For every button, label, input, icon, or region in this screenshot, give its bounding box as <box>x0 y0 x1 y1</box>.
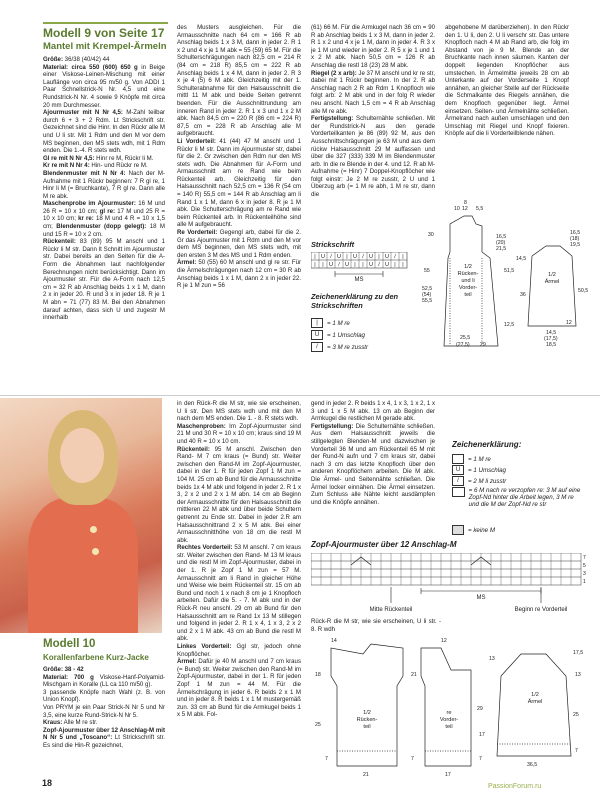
svg-text:7: 7 <box>575 748 578 754</box>
svg-text:/: / <box>394 254 396 260</box>
paragraph: Rechtes Vorderteil: 53 M anschl. 7 cm kraus str. Weiter zwischen den Rand- M 13 M kraus und die restl M im Zopf-Ajourmuster, dabei in der 1. R je Zopf 1 M zun = 57 M. Armausschnitt am li Rand in gleicher Höhe und Weise wie beim Rückenteil str. 15 cm ab Bund und noch 1 x nach 8 cm je 1 Knopfloch arbeiten. Dafür die 5. - 7. M abk und in der Rück-R neu anschl. 29 cm ab Bund für den Halsausschnitt am re Rand 1x 13 M stillegen und folgend in jeder 2. R 1 x 4, 1 x 3, 2 x 2 und 2 x 1 M abk. 43 cm ab Bund die restl M abk. <box>177 544 301 643</box>
svg-text:U: U <box>329 262 333 268</box>
model-9-text-column-4 <box>445 24 569 199</box>
svg-text:21: 21 <box>411 672 417 678</box>
svg-text:|: | <box>378 254 380 260</box>
zopf-chart-title: Zopf-Ajourmuster über 12 Anschlag-M <box>311 540 457 549</box>
paragraph: Fertigstellung: Die Schulternähte schließen. Aus dem Halsausschnitt jeweils die stillgelegten Blenden-M und dazwischen je Vorderteil 36 M und am Rückenteil 65 M mit der Rund-N aufn und 7 cm kraus str, dabei nach 3 cm das letzte Knopfloch über den anderen Knopflöchern arbeiten. Die M abk. Die Ärmel- und Seitennähte schließen. Die Ärmel locker einnähen. Die Ärmel einsetzen. Zum Schluss alle Nähte leicht ausdämpfen und die Knöpfe annähen. <box>311 422 435 506</box>
paragraph: (61) 66 M. Für die Armkugel nach 36 cm = 90 R ab Anschlag beids 1 x 3 M, dann in jeder 2. R 1 x 2 und 4 x je 1 M, dann in jeder 4. R 3 x je 1 M und wieder in jeder 2. R 5 x je 1 und 1 x 2 M abk. Nach 50,5 cm = 126 R ab Anschlag die restl 18 (23) 28 M abk. <box>311 24 435 69</box>
model-9-text-column-1 <box>43 56 165 394</box>
svg-text:21: 21 <box>363 772 369 778</box>
paragraph: Ärmel: 50 (55) 60 M anschl und gl re str. Für die Ärmelschrägungen nach 12 cm = 30 R ab Anschlag beids 1 x 1 M, dann 2 x in jeder 22. R je 1 M zun = 56 <box>177 259 301 290</box>
svg-text:/: / <box>378 262 380 268</box>
svg-text:U: U <box>385 262 389 268</box>
schematic-dim: 14,5 <box>516 256 527 262</box>
svg-text:U: U <box>345 262 349 268</box>
schematic-dim: 25,5 <box>460 335 471 341</box>
schematic-dim: (27,5) <box>456 342 470 348</box>
jacket-button <box>90 526 97 533</box>
paragraph: Gl re mit N Nr 4,5: Hinr re M, Rückr li M. <box>43 154 154 162</box>
back-piece-label-5: teil <box>464 292 472 298</box>
legend-row-1: | = 1 M re <box>311 318 350 328</box>
paragraph: Von PRYM je ein Paar Strick-N Nr 5 und Nr 3,5, eine kurze Rund-Strick-N Nr 5. <box>43 703 165 719</box>
back-piece-label-3: und li <box>461 278 475 284</box>
face-shape <box>60 428 104 483</box>
svg-text:U: U <box>353 254 357 260</box>
legend-row-3: / = 3 M re zusstr <box>311 342 368 352</box>
svg-text:|: | <box>346 254 348 260</box>
jacket-button <box>92 548 99 555</box>
paragraph: Maschenprobe im Ajourmuster: 16 M und 26 R = 10 x 10 cm; gl re: 17 M und 25 R = 10 x 10 cm; kr re: 18 M und 4 R = 10 x 1,5 cm; Blendenmuster (dopp gelegt): 18 M und 15 R = 10 x 2 cm. <box>43 200 165 238</box>
svg-text:|: | <box>402 254 404 260</box>
model-10-title: Modell 10 <box>43 638 96 650</box>
schematic-dim: 16,5 <box>496 234 507 240</box>
svg-text:1/2: 1/2 <box>531 692 539 698</box>
svg-text:1: 1 <box>583 579 586 585</box>
svg-text:Rücken-: Rücken- <box>356 717 378 723</box>
svg-text:7: 7 <box>583 555 586 561</box>
svg-text:17: 17 <box>479 732 485 738</box>
back-piece-label-2: Rücken- <box>457 271 479 277</box>
page-number: 18 <box>42 778 53 788</box>
model-9-text-column-3 <box>311 24 435 238</box>
schematic-dim: (18) <box>570 236 580 242</box>
strickschrift-chart <box>311 252 421 282</box>
paragraph: gend in jeder 2. R beids 1 x 4, 1 x 3, 1 x 2, 1 x 3 und 1 x 5 M abk. 13 cm ab Beginn der Armkugel die restlichen M gerade abk. <box>311 400 435 423</box>
schematic-dim: (20) <box>496 240 506 246</box>
svg-text:|: | <box>314 254 316 260</box>
schematic-dim: 12 <box>566 320 572 326</box>
model-10-text-column-1 <box>43 666 165 776</box>
svg-text:|: | <box>362 262 364 268</box>
svg-text:U: U <box>321 254 325 260</box>
schematic-dim: 16,5 <box>570 230 581 236</box>
svg-text:U: U <box>369 262 373 268</box>
zopf-left-label: Mitte Rückenteil <box>369 607 413 613</box>
svg-text:|: | <box>354 262 356 268</box>
schematic-dim: 36 <box>520 292 526 298</box>
paragraph: Riegel (2 x arb): Je 37 M anschl und kr re str, dabei mit 1 Rückr beginnen. In der 2. R ab Anschlag nach 2 R ab Rdm 1 Knopfloch wie folgt arb: 2 M abk und in der folg R wieder neu anschl. Nach 1,5 cm = 4 R ab Anschlag alle M re abk. <box>311 69 435 115</box>
svg-text:25: 25 <box>573 712 579 718</box>
svg-text:36,5: 36,5 <box>527 762 538 768</box>
svg-text:|: | <box>314 262 316 268</box>
model-10-photo <box>0 398 162 633</box>
model-10-text-column-2 <box>177 400 301 788</box>
zopf-right-label: Beginn re Vorderteil <box>514 607 568 613</box>
model-9-subtitle: Mantel mit Krempel-Ärmeln <box>43 41 167 52</box>
schematic-dim: 50,5 <box>578 288 589 294</box>
svg-text:25: 25 <box>315 722 321 728</box>
schematic-dim: 55,5 <box>422 298 433 304</box>
schematic-dim: 52,5 <box>422 286 433 292</box>
svg-text:29: 29 <box>477 706 483 712</box>
svg-text:|: | <box>322 262 324 268</box>
paragraph: Material: 700 g Viskose-Hanf-Polyamid-Mischgarn in Koralle (LL ca 110 m/50 g). <box>43 673 165 689</box>
paragraph: des Musters ausgleichen. Für die Armausschnitte nach 64 cm = 166 R ab Anschlag beids 1 x 3 M, dann in jeder 2. R 1 x 2 und 4 x je 1 M abk = 55 (59) 65 M. Für die Schulterschrägungen nach 82,5 cm = 214 R (84 cm = 218 R) 85,5 cm = 222 R ab Anschlag beids 1 x 4 M, dann in jeder 2. R 3 x je 4 (5) 6 M abk. Gleichzeitig mit der 1. Schulterabnahme für den Halsausschnitt die mittl 11 M abk und beide Seiten getrennt beenden. Für die Ausschnittrundung am inneren Rand in jeder 2. R 1 x 3 und 1 x 2 M abk. Nach 84,5 cm = 220 R (86 cm = 224 R) 87,5 cm = 228 R ab Anschlag alle M aufgebraucht. <box>177 24 301 138</box>
schematic-dim: 30 <box>428 232 434 238</box>
legend-row-2: U = 1 Umschlag <box>311 330 365 340</box>
schematic-dim: 14,5 <box>546 330 557 336</box>
knit-symbol: | <box>311 318 323 328</box>
zopf-chart <box>311 553 591 615</box>
legend-2-row-3: / = 2 M li zusstr <box>452 476 506 486</box>
paragraph: Li Vorderteil: 41 (44) 47 M anschl und 1 Rückr li M str. Dann im Ajourmuster str, dabei für die 2. Gr zwischen den Rdm nur den MS stets wdh. Die Abnahmen für A-Form und Armausschnitt am re Rand wie beim Rückenteil arb. Gleichzeitig für den Halsausschnitt nach 52,5 cm = 136 R (54 cm = 140 R) 55,5 cm = 144 R ab Anschlag am li Rand 1 x 1 M, dann 6 x in jeder 8. R je 1 M abk. Die Schulterschrägung am re Rand wie beim Rückenteil arb. In Rückenteilhöhe sind alle M aufgebraucht. <box>177 137 301 229</box>
svg-text:U: U <box>337 254 341 260</box>
zopf-ms-label: MS <box>476 595 486 601</box>
paragraph: 3 passende Knöpfe nach Wahl (z. B. von Union Knopf). <box>43 688 165 704</box>
schematic-dim: (17,5) <box>544 336 558 342</box>
paragraph: Maschenproben: Im Zopf-Ajourmuster sind 21 M und 30 R = 10 x 10 cm; kraus sind 19 M und 40 R = 10 x 10 cm. <box>177 422 301 445</box>
paragraph: Re Vorderteil: Gegengl arb, dabei für die 2. Gr das Ajourmuster mit 1 Rdm und den M vor dem MS beginnen, den MS stets wdh, mit den ersten 3 M des MS und 1 Rdm enden. <box>177 229 301 259</box>
paragraph: Kr re mit N Nr 4: Hin- und Rückr re M. <box>43 162 148 170</box>
svg-text:teil: teil <box>445 724 453 730</box>
legend-2-row-5: = keine M <box>452 525 495 535</box>
jacket-schematic <box>311 636 596 781</box>
coral-jacket-shape <box>28 498 138 633</box>
svg-text:teil: teil <box>363 724 371 730</box>
svg-text:Vorder-: Vorder- <box>439 717 459 723</box>
svg-text:re: re <box>446 710 452 716</box>
schematic-dim: 5,5 <box>476 206 484 212</box>
strickschrift-ms-label: MS <box>354 277 364 282</box>
svg-text:/: / <box>330 254 332 260</box>
paragraph: Größe: 38 - 42 <box>43 666 84 673</box>
schematic-dim: 8 <box>464 200 467 206</box>
svg-text:7: 7 <box>411 756 414 762</box>
legend-2-row-4: = 6 M nach re verzopfen re: 3 M auf eine Zopf-Nd hinter die Arbeit legen, 3 M re und die M der Zopf-Nd re str <box>452 487 582 508</box>
strickschrift-title: Strickschrift <box>311 240 355 249</box>
svg-text:U: U <box>369 254 373 260</box>
paragraph: Fertigstellung: Schulternähte schließen. Mit der Rundstrick-N aus den gerade Vorderteilkanten je 86 (89) 92 M, aus den Ausschnittschrägungen je 63 M und aus dem rückw Halsausschnitt 29 M auffassen und über die 327 (333) 339 M im Blendenmuster arb. In die re Blende in der 4. und 12. R ab M-Aufnahme (= Hinr) 7 Doppel-Knopflöcher wie folgt einstr: Je 2 M re zusstr, 2 U und 1 Überzug arb (= 1 M re abh, 1 M re str, dann die <box>311 115 435 199</box>
svg-text:12: 12 <box>441 638 447 644</box>
yarn-over-symbol: U <box>311 330 323 340</box>
schematic-dim: 29 <box>480 342 486 348</box>
schematic-dim: 51,5 <box>504 268 515 274</box>
schematic-dim: 18,5 <box>546 342 557 348</box>
paragraph: Ärmel: Dafür je 40 M anschl und 7 cm kraus (= Bund) str. Weiter zwischen den Rand-M im Zopf-Ajourmuster, dabei in der 1. R für jeden Zopf 1 M zun = 44 M. Für die Ärmelschrägung in jeder 6. R beids 2 x 1 M und in jeder 8. R beids 1 x 1 M mustergemäß zun. 33 cm ab Bund für die Armkugel beids 1 x 5 M abk. Fol- <box>177 658 301 719</box>
header-bar <box>43 22 168 24</box>
svg-text:17: 17 <box>445 772 451 778</box>
svg-text:13: 13 <box>575 672 581 678</box>
back-piece-label-4: Vorder- <box>458 285 478 291</box>
svg-text:/: / <box>362 254 364 260</box>
zopf-caption: Rück-R die M str, wie sie erscheinen, U li str. - 8. R wdh <box>311 618 441 633</box>
svg-text:U: U <box>385 254 389 260</box>
svg-text:7: 7 <box>479 756 482 762</box>
paragraph: Blendenmuster mit N Nr 4: Nach der M-Aufnahme mit 1 Rückr beginnen: 7 R gl re, 1 Hinr li M (= Bruchkante), 7 R gl re. Dann alle M re abk. <box>43 169 165 200</box>
schematic-dim: 10 <box>454 206 460 212</box>
paragraph: Rückenteil: 95 M anschl. Zwischen den Rand- M 7 cm kraus (= Bund) str. Weiter zwischen den Rand-M im Zopf-Ajourmuster, dabei in der 1. R für jeden Zopf 1 M zun = 104 M. 25 cm ab Bund für die Armausschnitte beids 1x 4 M abk und folgend in jeder 2. R 1 x 3, 2 x 2 und 2 x 1 M abn. 14 cm ab Beginn der Armausschnitte für den Halsausschnitt die mittleren 22 M abk und über beide Schultern getrennt zu Ende str. Dabei in jeder 2.R am Halsausschnittrand 2 x 5 M abk. Bei einer Armausschnitthöhe von 18 cm die restl M abk. <box>177 445 301 544</box>
legend-2-row-1: = 1 M re <box>452 454 491 464</box>
schematic-dim: 55 <box>424 268 430 274</box>
sleeve-label-2: Ärmel <box>544 279 560 285</box>
k3tog-symbol: / <box>311 342 323 352</box>
back-piece-label-1: 1/2 <box>464 264 472 270</box>
sleeve-label-1: 1/2 <box>548 272 556 278</box>
svg-text:|: | <box>402 262 404 268</box>
model-9-text-column-2 <box>177 24 301 396</box>
footer-watermark: PassionForum.ru <box>488 783 542 790</box>
svg-text:1/2: 1/2 <box>363 710 371 716</box>
model-10-text-column-3 <box>311 400 435 528</box>
schematic-dim: 12 <box>462 206 468 212</box>
schematic-dim: (54) <box>422 292 432 298</box>
paragraph: Linkes Vorderteil: Ggl str, jedoch ohne Knopflöcher. <box>177 643 301 658</box>
svg-text:Ärmel: Ärmel <box>527 699 543 705</box>
svg-text:3: 3 <box>583 571 586 577</box>
model-10-subtitle: Korallenfarbene Kurz-Jacke <box>43 653 149 662</box>
strickschrift-legend-heading: Zeichenerklärung zu den Strickschriften <box>311 292 399 310</box>
svg-text:/: / <box>338 262 340 268</box>
paragraph: Ajourmuster mit N Nr 4,5: M-Zahl teilbar durch 6 + 3 + 2 Rdm. Lt Strickschrift str. Gezeichnet sind die Hinr. In den Rückr alle M und U li str. Mit 1 Rdm und den M vor dem MS beginnen, den MS stets wdh, mit 1 Rdm enden. Die 1.-4. R stets wdh. <box>43 109 165 155</box>
paragraph: abgehobene M darüberziehen). In den Rückr den 1. U li, den 2. U li verschr str. Das untere Knopfloch nach 4 M ab Rand arb, die folg im Abstand von je 9 M. Blende an der Bruchkante nach innen säumen. Kanten der doppelt liegenden Knopflöcher aus umstechen. In Ärmelmitte jeweils 28 cm ab Unterkante auf der Vorderseite 1 Knopf annähen, an gleicher Stelle auf der Rückseite die Schmalkante des Riegels annähen, die dem Knopfloch gegenüber liegt. Ärmel einsetzen. Seiten- und Ärmelnähte schließen. Ärmelrand nach außen umschlagen und den Umschlag mit Riegel und Knopf fixieren. Knöpfe auf die li Vorderteilblende nähen. <box>445 24 569 138</box>
model-9-title: Modell 9 von Seite 17 <box>43 26 165 40</box>
paragraph: Größe: 36/38 (40/42) 44 <box>43 56 110 63</box>
paragraph: Kraus: Alle M re str. <box>43 719 98 727</box>
paragraph: Zopf-Ajourmuster über 12 Anschlag-M mit N Nr 5 und „Toscano“: Lt Strickschrift str. Es sind die Hin-R gezeichnet, <box>43 726 165 749</box>
legend-2-heading: Zeichenerklärung: <box>452 440 522 449</box>
legend-2-row-2: U = 1 Umschlag <box>452 465 506 475</box>
schematic-dim: 19,5 <box>570 242 581 248</box>
svg-text:17,5: 17,5 <box>573 650 584 656</box>
svg-text:14: 14 <box>331 638 337 644</box>
schematic-dim: 21,5 <box>496 246 507 252</box>
svg-text:5: 5 <box>583 563 586 569</box>
svg-text:7: 7 <box>325 756 328 762</box>
svg-text:13: 13 <box>489 656 495 662</box>
paragraph: in den Rück-R die M str, wie sie erscheinen, U li str. Den MS stets wdh und mit den M nach dem MS enden. Die 1. - 8. R stets wdh. <box>177 400 301 423</box>
paragraph: Material: circa 550 (600) 650 g in Beige einer Viskose-Leinen-Mischung mit einer Lauflänge von circa 95 m/50 g. Von ADDI 1 Paar Schnellstrick-N Nr. 4,5 und eine Rundstrick-N Nr. 4 sowie 9 Knöpfe mit circa 20 mm Durchmesser. <box>43 63 165 109</box>
svg-text:18: 18 <box>315 672 321 678</box>
mantel-schematic <box>420 196 590 354</box>
section-divider <box>0 395 600 396</box>
svg-text:|: | <box>394 262 396 268</box>
schematic-dim: 12,5 <box>504 322 515 328</box>
paragraph: Rückenteil: 83 (89) 95 M anschl und 1 Rückr li M str. Dann lt Schnitt im Ajourmuster str. Dabei bereits an den Seiten für die A-Form die Abnahmen laut nachfolgender Berechnungen nicht berücksichtigt. Dann im Ajourmuster str. Für die A-Form nach 12,5 cm = 32 R ab Anschlag beids 1 x 1 M, dann 2 x in jeder 20. R und 3 x in jeder 18. R je 1 M abn = 71 (77) 83 M. Bei den Abnahmen darauf achten, dass sich U und zugestr M innerhalb <box>43 238 165 322</box>
